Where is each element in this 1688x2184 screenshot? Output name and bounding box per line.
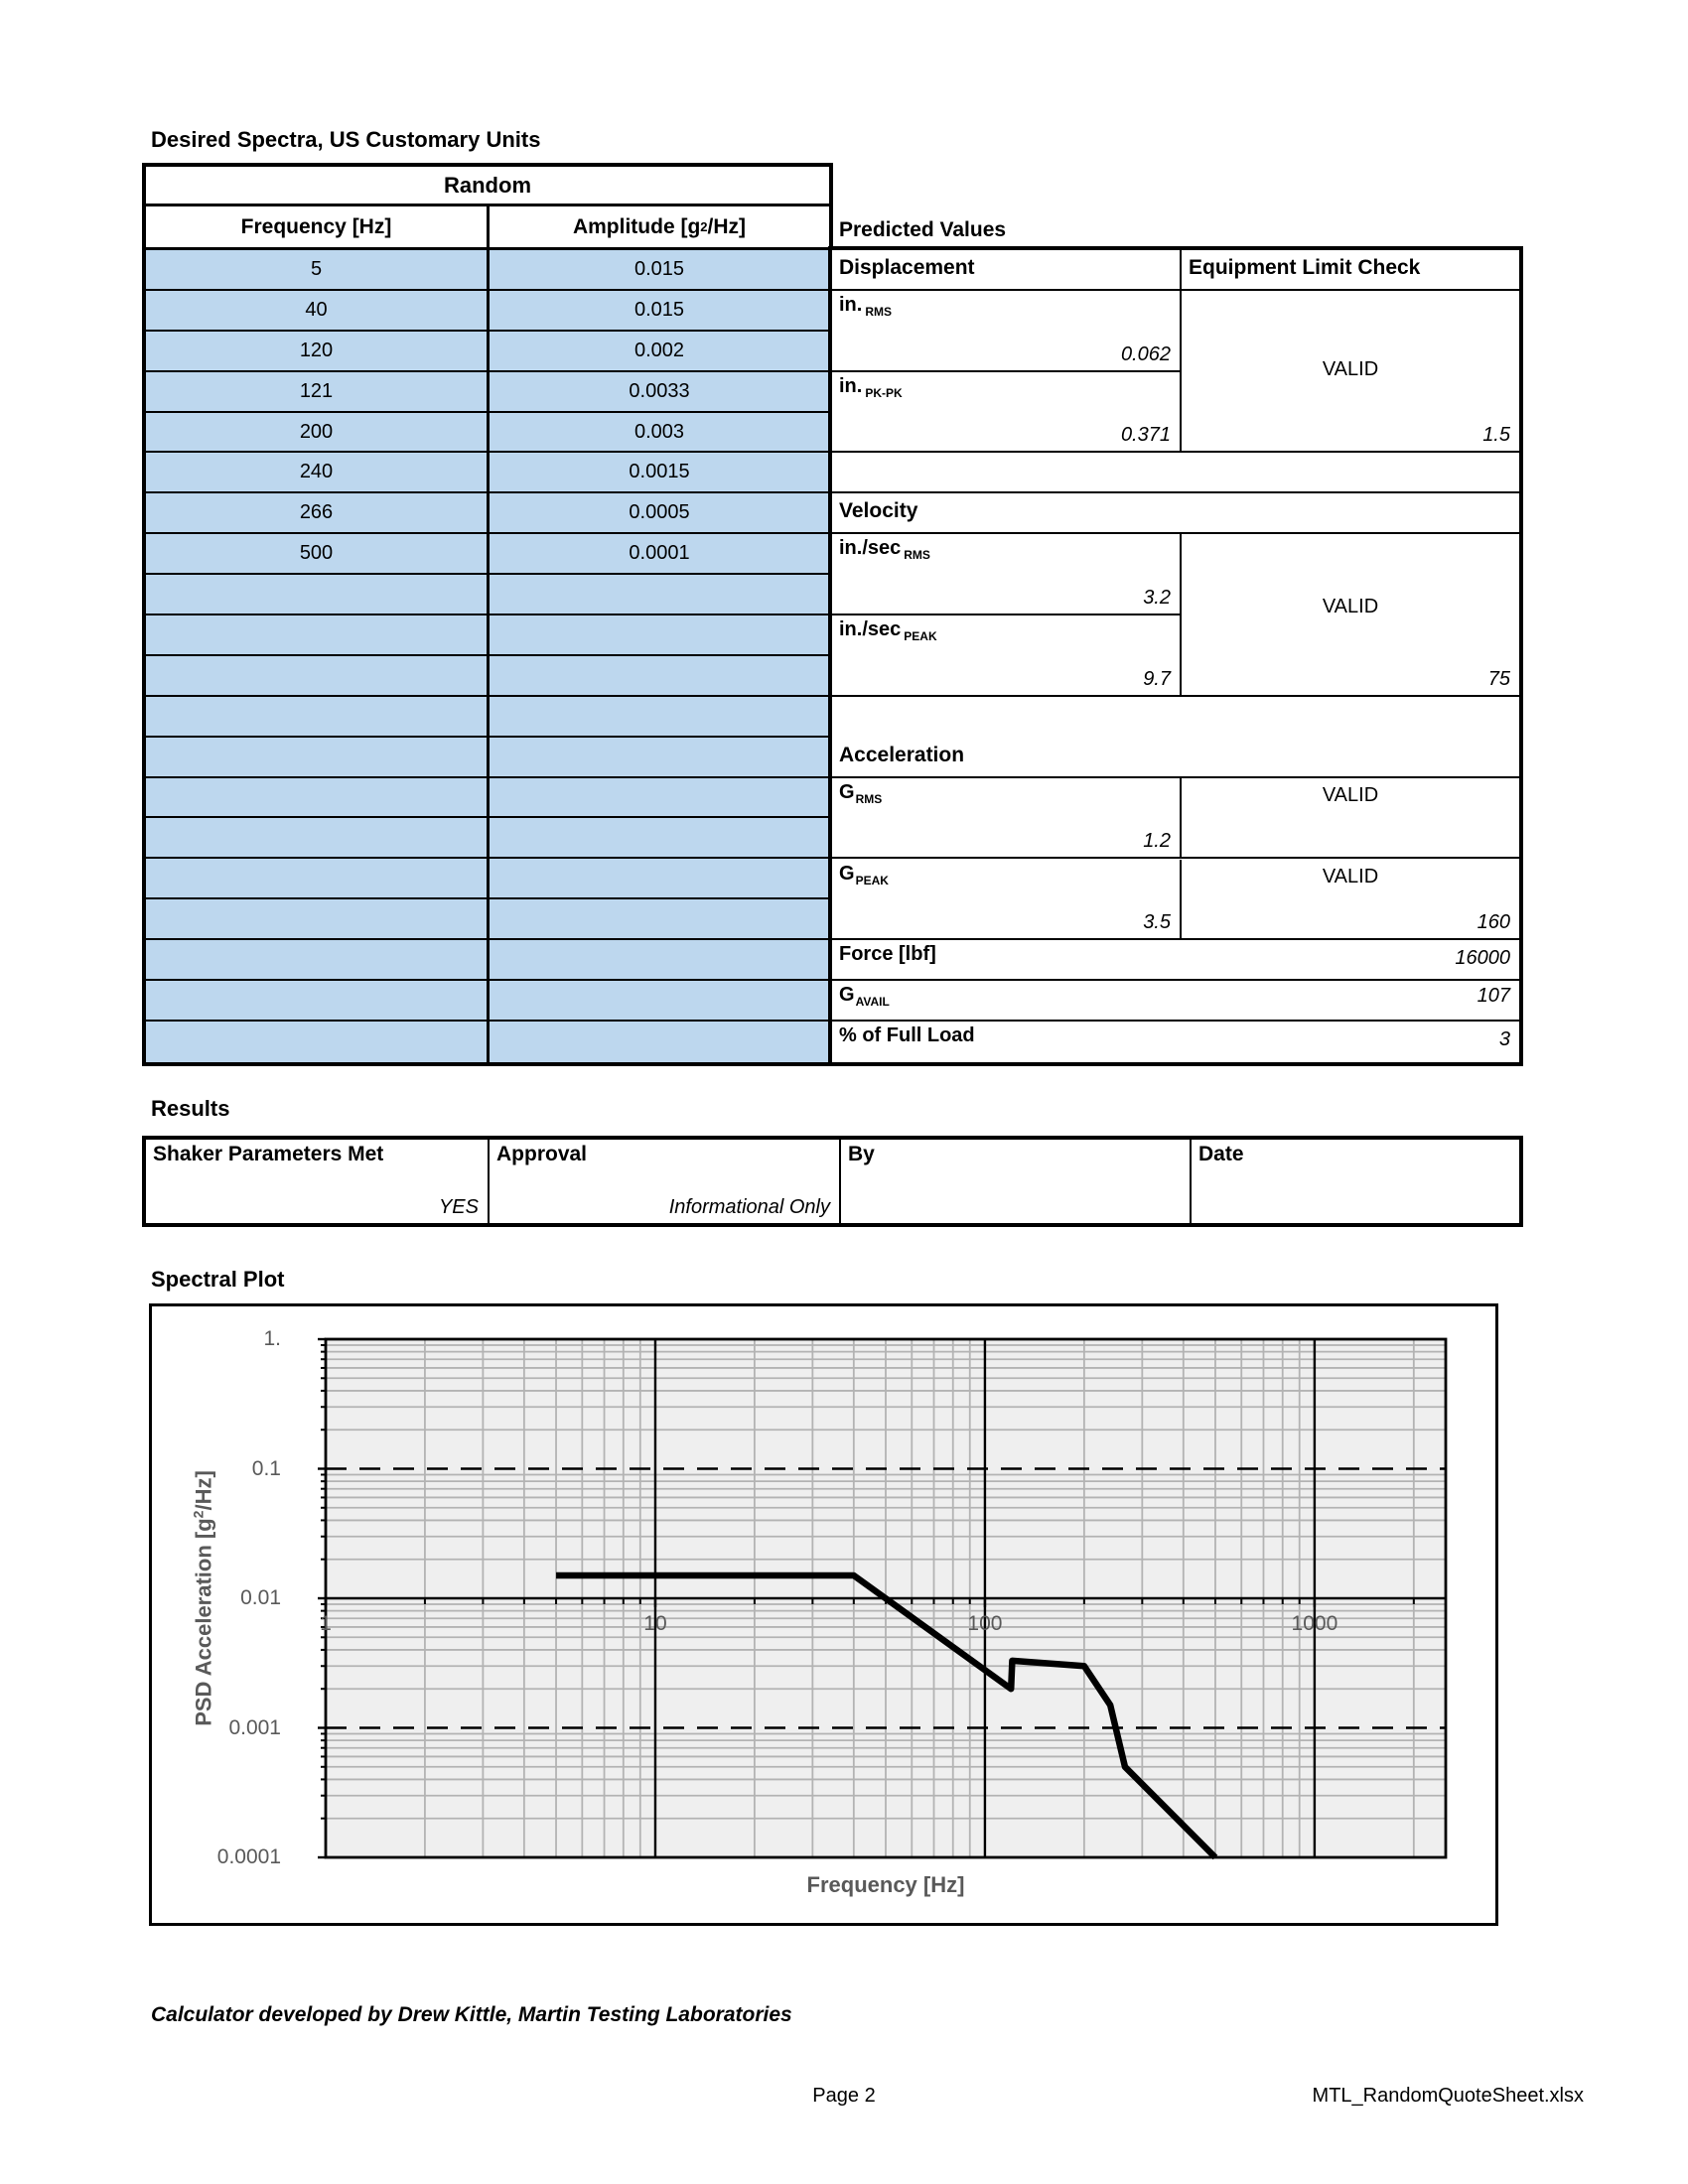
y-tick-label: 0.001 — [228, 1715, 281, 1739]
acceleration-section-header: Acceleration — [832, 738, 1519, 778]
y-axis-title: PSD Acceleration $[g^2/Hz]$ — [190, 1470, 216, 1726]
amplitude-cell — [490, 575, 829, 614]
y-tick-label: 0.0001 — [216, 1845, 281, 1868]
table-row — [146, 981, 829, 1022]
table-row — [146, 291, 829, 332]
amplitude-cell — [490, 738, 829, 776]
amplitude-cell — [490, 940, 829, 979]
date-label: Date — [1198, 1143, 1244, 1165]
g-avail-label: $G_{AVAIL}$ — [839, 984, 890, 1010]
amplitude-cell — [490, 818, 829, 857]
g-peak-label: $G_{PEAK}$ — [839, 862, 889, 887]
displacement-valid-status: VALID — [1322, 357, 1379, 380]
amplitude-cell: 0.0005 — [629, 501, 690, 524]
in-pkpk-cell — [832, 372, 1182, 454]
g-rms-value: 1.2 — [1143, 830, 1171, 853]
table-row — [146, 250, 829, 291]
amplitude-cell — [490, 859, 829, 897]
g-peak-limit-cell — [1182, 860, 1519, 941]
y-tick-label: 1. — [263, 1327, 281, 1350]
frequency-cell — [146, 615, 490, 654]
y-tick-label: 0.01 — [240, 1586, 281, 1609]
table-row — [146, 413, 829, 454]
file-name: MTL_RandomQuoteSheet.xlsx — [1312, 2085, 1584, 2107]
amplitude-cell: 0.0015 — [629, 461, 690, 483]
frequency-cell — [146, 940, 490, 979]
ips-rms-label: in./sec $_{RMS}$ — [839, 537, 930, 563]
amplitude-cell: 0.0001 — [629, 542, 690, 565]
x-tick-label: 10 — [643, 1612, 667, 1635]
footer-note: Calculator developed by Drew Kittle, Martin Testing Laboratories — [151, 2003, 792, 2026]
results-col-shaker — [146, 1140, 490, 1223]
amplitude-column-header: Amplitude [g 2 /Hz] — [572, 214, 747, 238]
frequency-cell: 40 — [146, 291, 490, 330]
table-row — [146, 615, 829, 656]
ips-peak-label: in./sec $_{PEAK}$ — [839, 618, 937, 644]
frequency-cell — [146, 738, 490, 776]
spectral-plot-chart — [149, 1303, 1498, 1926]
frequency-cell: 200 — [146, 413, 490, 452]
displacement-limit-cell — [1182, 291, 1519, 454]
table-row — [146, 818, 829, 859]
amplitude-cell — [490, 981, 829, 1020]
table-row — [146, 697, 829, 738]
table-row — [146, 656, 829, 697]
frequency-cell: 121 — [146, 372, 490, 411]
g-rms-valid-status: VALID — [1322, 783, 1379, 806]
spectral-plot-title: Spectral Plot — [151, 1267, 285, 1292]
ips-peak-value: 9.7 — [1143, 667, 1171, 690]
x-tick-label: 1000 — [1291, 1612, 1338, 1635]
frequency-cell: 500 — [146, 534, 490, 573]
g-peak-valid-status: VALID — [1322, 865, 1379, 887]
table-row — [146, 575, 829, 615]
velocity-section-header: Velocity — [832, 493, 1519, 534]
spectra-table — [142, 163, 833, 1066]
table-row — [146, 453, 829, 493]
predicted-values-title: Predicted Values — [839, 218, 1007, 241]
frequency-cell — [146, 656, 490, 695]
frequency-cell — [146, 818, 490, 857]
frequency-cell: 240 — [146, 453, 490, 491]
in-rms-cell — [832, 291, 1182, 372]
equipment-limit-check-header: Equipment Limit Check — [1182, 250, 1519, 291]
g-peak-cell — [832, 860, 1182, 941]
frequency-cell — [146, 778, 490, 817]
y-tick-label: 0.1 — [251, 1456, 281, 1480]
force-value: 16000 — [1455, 947, 1510, 970]
table-row — [146, 778, 829, 819]
results-col-approval — [490, 1140, 841, 1223]
amplitude-cell: 0.0033 — [629, 379, 690, 402]
force-label: Force [lbf] — [839, 943, 936, 966]
frequency-cell: 120 — [146, 332, 490, 370]
g-peak-value: 3.5 — [1143, 911, 1171, 934]
table-row — [146, 493, 829, 534]
ips-peak-cell — [832, 615, 1182, 697]
results-col-by — [841, 1140, 1192, 1223]
table-row — [146, 332, 829, 372]
table-row — [146, 372, 829, 413]
frequency-cell — [146, 981, 490, 1020]
table-row — [146, 859, 829, 899]
table-row — [146, 534, 829, 575]
table-row — [146, 738, 829, 778]
displacement-section-header: Displacement — [832, 250, 1182, 291]
table-row — [146, 899, 829, 940]
x-tick-label: 100 — [967, 1612, 1003, 1635]
shaker-parameters-value: YES — [438, 1196, 479, 1218]
in-rms-label: in. $_{RMS}$ — [839, 293, 893, 319]
g-peak-limit-value: 160 — [1477, 911, 1510, 934]
results-title: Results — [151, 1096, 230, 1121]
frequency-cell — [146, 1022, 490, 1062]
predicted-values-table — [828, 246, 1523, 1066]
shaker-parameters-label: Shaker Parameters Met — [153, 1143, 384, 1165]
frequency-cell — [146, 697, 490, 736]
g-rms-cell — [832, 778, 1182, 860]
x-axis-title: Frequency [Hz] — [806, 1872, 965, 1897]
results-table — [142, 1136, 1523, 1227]
g-avail-value: 107 — [1477, 985, 1510, 1008]
ips-rms-value: 3.2 — [1143, 587, 1171, 610]
velocity-limit-value: 75 — [1487, 667, 1510, 690]
amplitude-cell — [490, 778, 829, 817]
spectra-column-headers — [146, 206, 829, 250]
spectra-rows — [146, 250, 829, 1062]
g-rms-limit-cell — [1182, 778, 1519, 860]
amplitude-cell: 0.015 — [633, 298, 685, 321]
amplitude-cell — [490, 899, 829, 938]
frequency-column-header: Frequency [Hz] — [146, 206, 490, 247]
velocity-limit-cell — [1182, 534, 1519, 697]
amplitude-cell: 0.003 — [633, 420, 685, 443]
g-avail-row — [832, 981, 1519, 1022]
full-load-row — [832, 1022, 1519, 1062]
frequency-cell: 266 — [146, 493, 490, 532]
velocity-valid-status: VALID — [1322, 596, 1379, 618]
x-tick-label: 1 — [320, 1612, 332, 1635]
displacement-limit-value: 1.5 — [1482, 424, 1510, 447]
in-rms-value: 0.062 — [1120, 342, 1171, 365]
results-col-date — [1192, 1140, 1519, 1223]
frequency-cell — [146, 859, 490, 897]
amplitude-cell — [490, 697, 829, 736]
force-row — [832, 940, 1519, 981]
amplitude-cell — [490, 615, 829, 654]
g-rms-label: $G_{RMS}$ — [839, 780, 883, 806]
amplitude-cell: 0.015 — [633, 257, 685, 280]
page-title: Desired Spectra, US Customary Units — [151, 127, 541, 152]
ips-rms-cell — [832, 534, 1182, 615]
in-pkpk-label: in. $_{PK-PK}$ — [839, 374, 903, 400]
approval-label: Approval — [496, 1143, 588, 1165]
full-load-value: 3 — [1498, 1028, 1510, 1051]
spacer-row — [832, 697, 1519, 738]
amplitude-cell — [490, 656, 829, 695]
table-row — [146, 940, 829, 981]
table-row — [146, 1022, 829, 1062]
frequency-cell: 5 — [146, 250, 490, 289]
page-number: Page 2 — [812, 2085, 876, 2107]
amplitude-cell: 0.002 — [633, 339, 685, 361]
spectra-group-header: Random — [146, 167, 829, 206]
by-label: By — [848, 1143, 875, 1165]
amplitude-cell — [490, 1022, 829, 1062]
full-load-label: % of Full Load — [839, 1024, 975, 1047]
frequency-cell — [146, 575, 490, 614]
in-pkpk-value: 0.371 — [1120, 424, 1171, 447]
approval-value: Informational Only — [668, 1196, 830, 1218]
frequency-cell — [146, 899, 490, 938]
spacer-row — [832, 454, 1519, 494]
